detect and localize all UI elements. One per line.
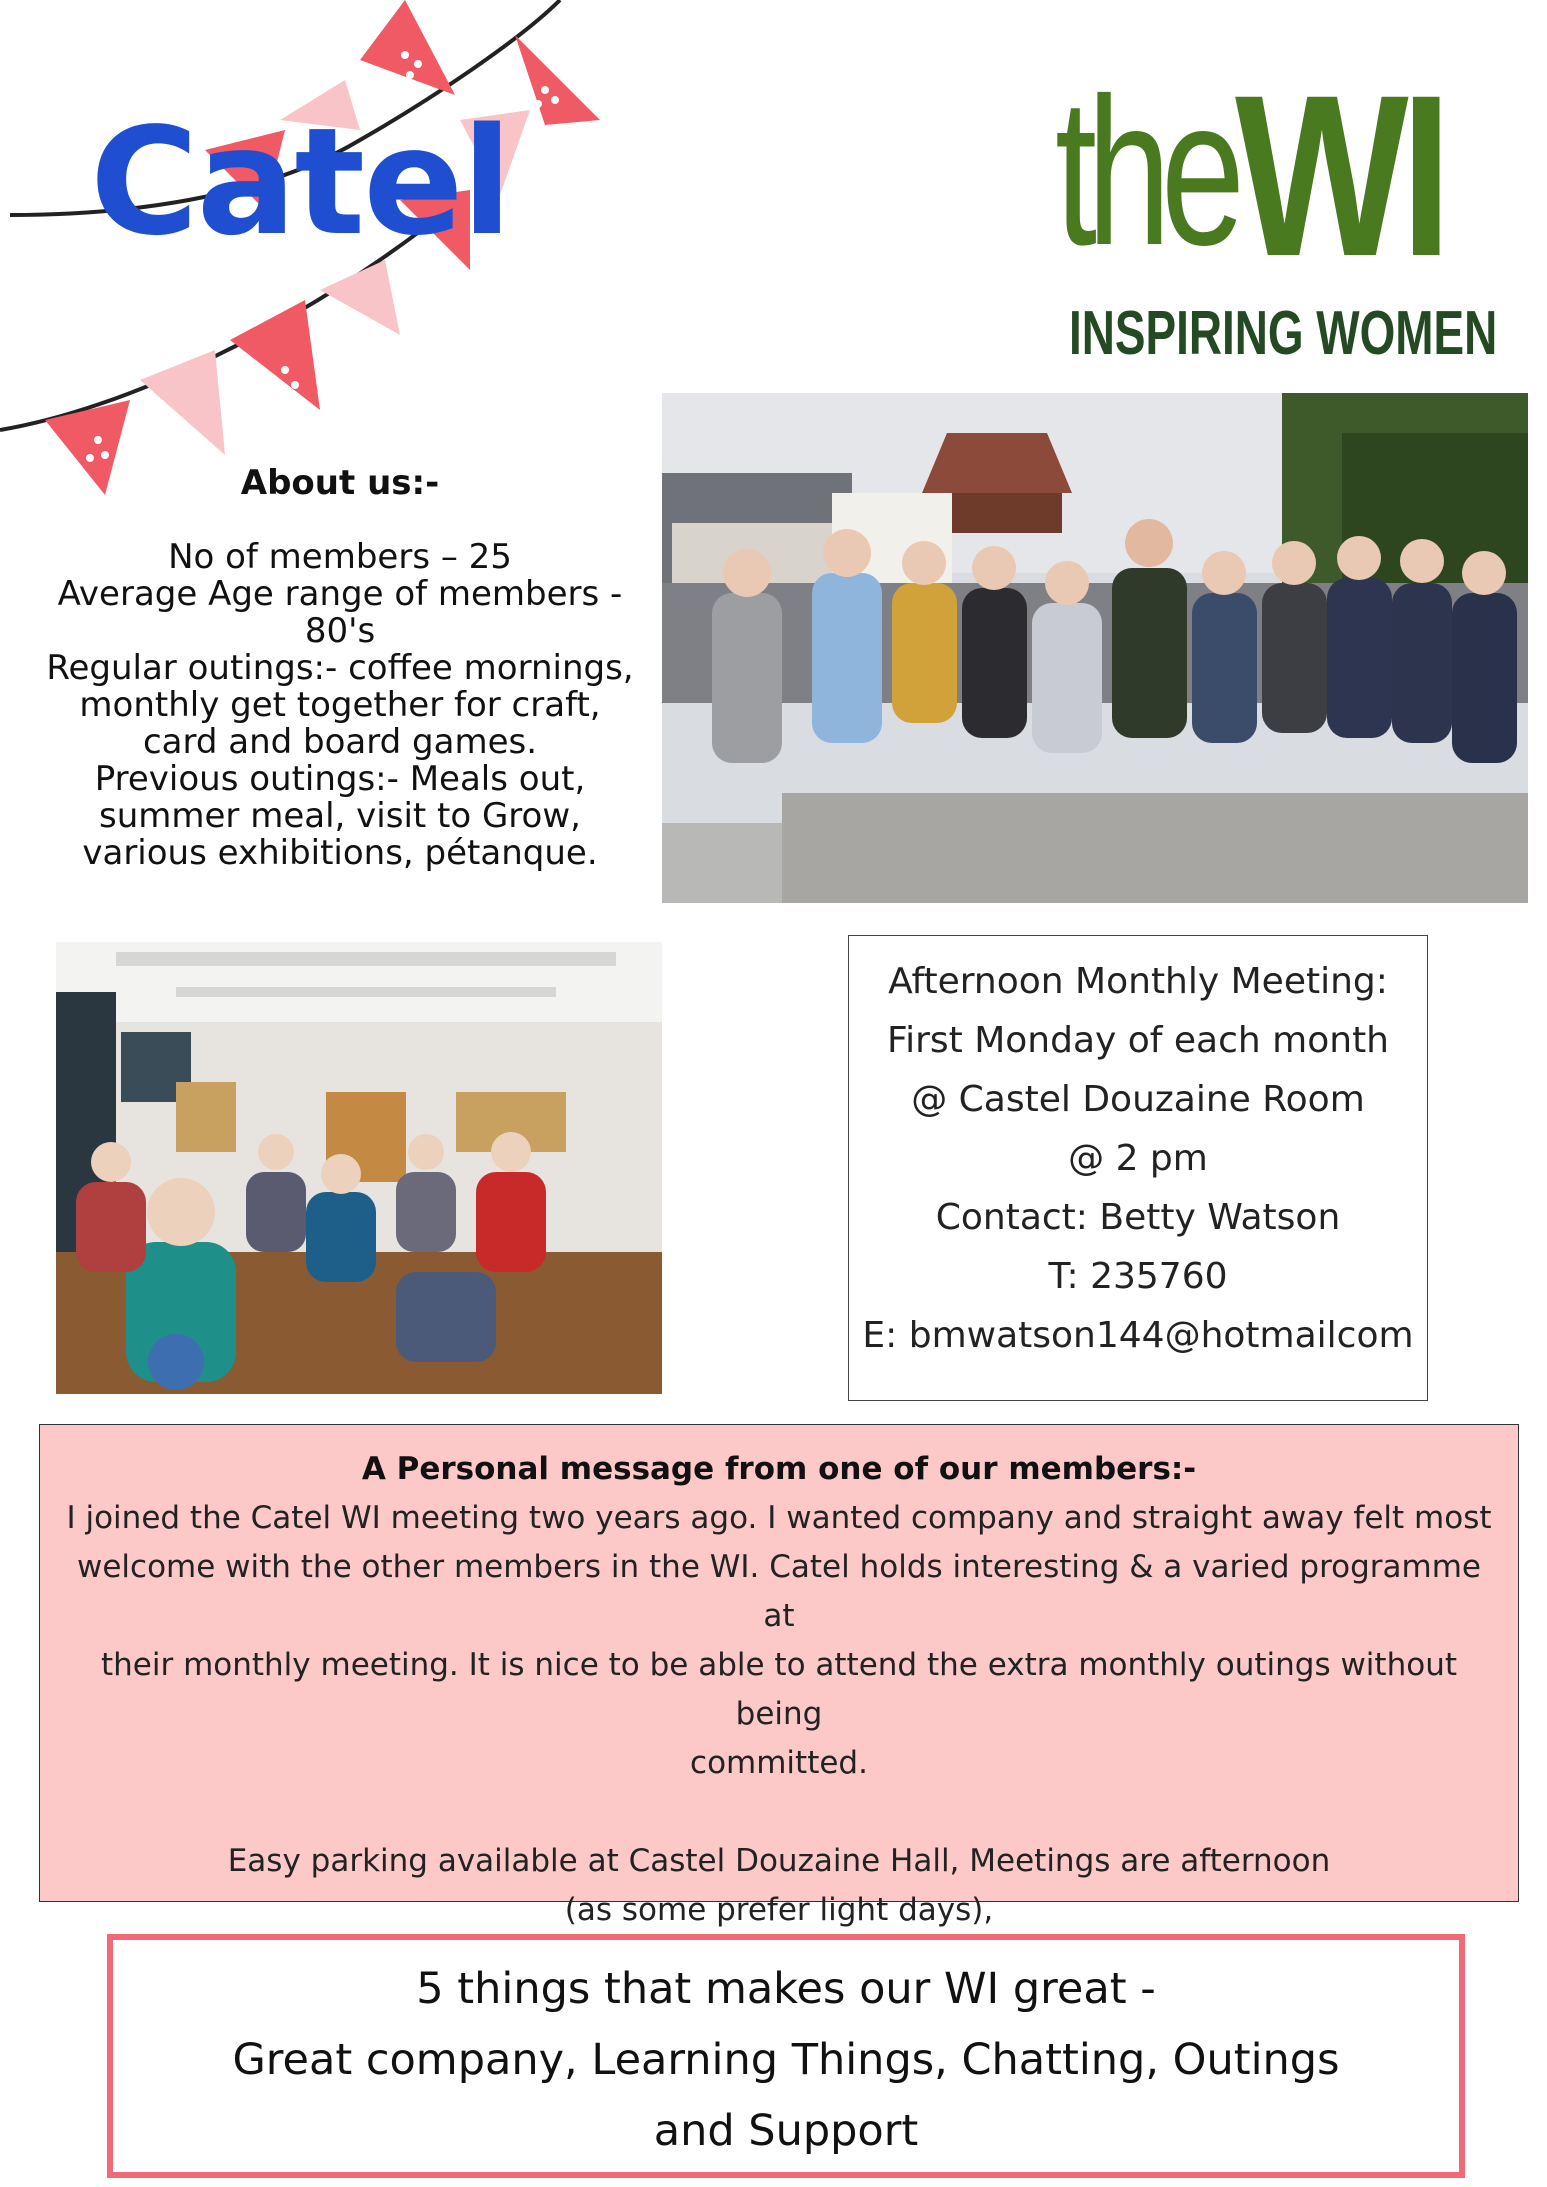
message-spacer xyxy=(60,1788,1498,1837)
five-things-line: Great company, Learning Things, Chatting, Outings xyxy=(232,2035,1340,2085)
meeting-email: E: bmwatson144@hotmailcom xyxy=(862,1315,1414,1356)
class-photo xyxy=(56,942,662,1394)
five-things-box xyxy=(107,1934,1465,2178)
meeting-contact: Contact: Betty Watson xyxy=(935,1197,1341,1238)
message-line: their monthly meeting. It is nice to be able to attend the extra monthly outings without being xyxy=(100,1647,1457,1732)
parking-line: Easy parking available at Castel Douzaine Hall, Meetings are afternoon xyxy=(227,1843,1331,1879)
catel-title: Catel xyxy=(90,96,511,268)
about-line: Regular outings:- coffee mornings, xyxy=(46,648,634,688)
wi-logo-wi: WI xyxy=(1235,47,1444,304)
group-photo xyxy=(662,393,1528,903)
about-line: summer meal, visit to Grow, xyxy=(99,796,581,836)
message-line: committed. xyxy=(690,1745,868,1781)
about-heading: About us:- xyxy=(240,463,440,503)
about-line: card and board games. xyxy=(142,722,538,762)
wi-logo-the: the xyxy=(1055,54,1235,289)
meeting-line: @ Castel Douzaine Room xyxy=(911,1079,1365,1120)
wi-logo-tagline: INSPIRING WOMEN xyxy=(1069,299,1498,368)
meeting-line: Afternoon Monthly Meeting: xyxy=(888,961,1388,1002)
message-line: I joined the Catel WI meeting two years ago. I wanted company and straight away felt most xyxy=(66,1500,1492,1536)
message-heading: A Personal message from one of our members:- xyxy=(361,1451,1197,1487)
personal-message-box xyxy=(39,1424,1519,1928)
about-section xyxy=(40,465,640,872)
about-line: Previous outings:- Meals out, xyxy=(94,759,586,799)
meeting-phone: T: 235760 xyxy=(1048,1256,1228,1297)
meeting-info-box xyxy=(848,935,1428,1401)
message-line: welcome with the other members in the WI. Catel holds interesting & a varied programme at xyxy=(76,1549,1482,1634)
five-things-line: 5 things that makes our WI great - xyxy=(416,1964,1156,2014)
parking-line: (as some prefer light days), xyxy=(564,1892,994,1928)
wi-logo xyxy=(1055,47,1498,375)
meeting-line: First Monday of each month xyxy=(886,1020,1389,1061)
about-line: 80's xyxy=(304,611,376,651)
meeting-line: @ 2 pm xyxy=(1068,1138,1208,1179)
about-line: monthly get together for craft, xyxy=(79,685,601,725)
about-line: No of members – 25 xyxy=(168,537,512,577)
five-things-line: and Support xyxy=(653,2106,919,2156)
about-line: various exhibitions, pétanque. xyxy=(82,833,598,873)
about-line: Average Age range of members - xyxy=(57,574,623,614)
